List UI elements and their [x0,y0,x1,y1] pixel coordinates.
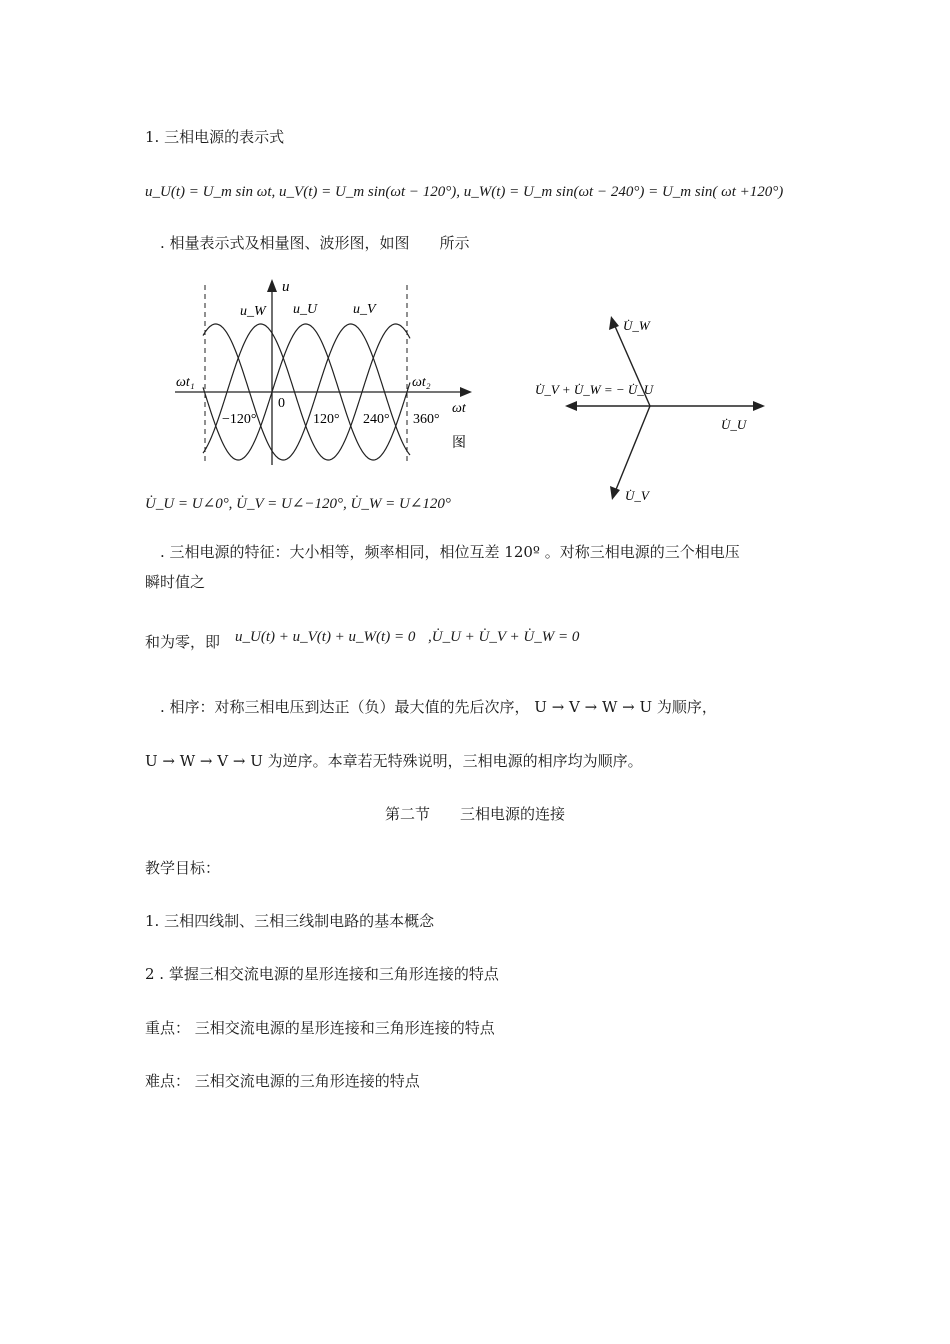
zero-sum-instantaneous-formula: u_U(t) + u_V(t) + u_W(t) = 0 [235,629,416,645]
section-2-title: 第二节 三相电源的连接 [384,805,565,823]
phasor-label-uu: U̇_U [721,417,747,432]
tick-0: 0 [278,396,285,411]
difficulty-point: 难点： 三相交流电源的三角形连接的特点 [145,1072,420,1090]
phasor-label-uw: U̇_W [623,318,650,333]
t2-label: ωt₂ [412,375,431,390]
wt-axis-label: ωt [452,401,466,416]
tick-120: 120° [313,412,340,427]
phasor-formula: U̇_U = U∠0°, U̇_V = U∠−120°, U̇_W = U∠120° [145,496,451,512]
features-line-3-text: 和为零，即 [145,633,221,651]
features-line-2: 瞬时值之 [145,573,206,591]
phasor-diagram [525,300,770,515]
curve-label-uv: u_V [353,302,376,317]
section-heading-1: 1. 三相电源的表示式 [145,128,285,146]
waveform-figure [160,275,490,470]
sequence-line-1: . 相序：对称三相电压到达正（负）最大值的先后次序， U → V → W → U 为顺序， [160,698,717,716]
phasor-label-uv: U̇_V [625,488,649,503]
key-point: 重点： 三相交流电源的星形连接和三角形连接的特点 [145,1019,495,1037]
tick-240: 240° [363,412,390,427]
tick-minus-120: −120° [222,412,257,427]
sequence-line-2: U → W → V → U 为逆序。本章若无特殊说明，三相电源的相序均为顺序。 [145,752,643,770]
phasor-sum-label: U̇_V + U̇_W = − U̇_U [535,382,654,397]
features-line-1: . 三相电源的特征：大小相等，频率相同，相位互差 120º 。对称三相电源的三个相电压 [160,543,740,561]
zero-sum-phasor-formula: ,U̇_U + U̇_V + U̇_W = 0 [428,629,580,645]
curve-label-uw: u_W [240,304,266,319]
phasor-intro-text: . 相量表示式及相量图、波形图，如图 所示 [160,234,470,252]
teaching-goal-2: 2 . 掌握三相交流电源的星形连接和三角形连接的特点 [145,965,499,983]
teaching-goal-1: 1. 三相四线制、三相三线制电路的基本概念 [145,912,435,930]
formula-time-domain: u_U(t) = U_m sin ωt, u_V(t) = U_m sin(ωt − 120°), u_W(t) = U_m sin(ωt − 240°) = U_m sin( ωt +120°) [145,184,784,200]
t1-label: ωt₁ [176,375,195,390]
figure-label: 图 [452,436,466,451]
tick-360: 360° [413,412,440,427]
teaching-goal-heading: 教学目标： [145,859,221,877]
curve-label-uu: u_U [293,302,318,317]
u-axis-label: u [282,279,290,295]
